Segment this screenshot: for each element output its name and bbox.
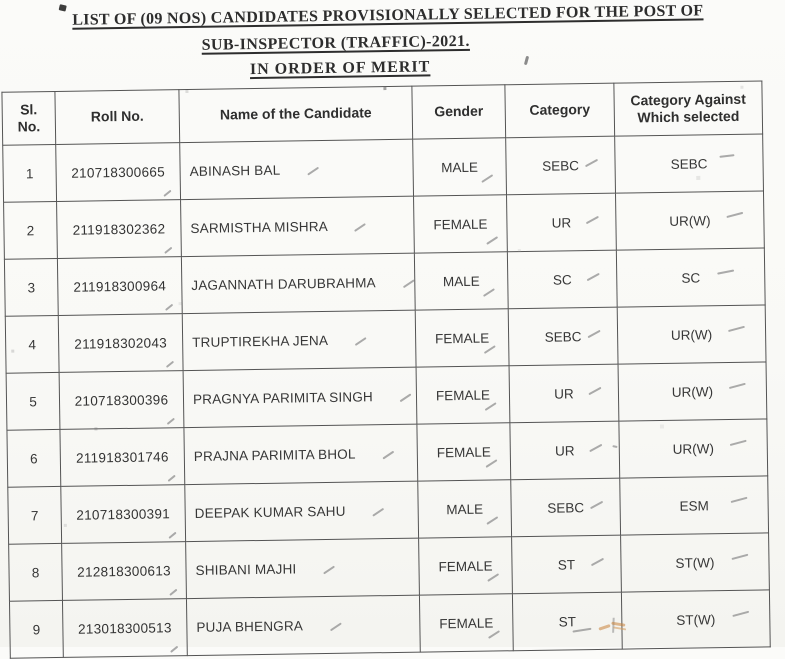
- pencil-tick-mark: [590, 501, 603, 510]
- pencil-tick-mark: [726, 212, 743, 218]
- column-header-roll: Roll No.: [55, 90, 180, 145]
- cell-roll: 211918301746: [60, 428, 185, 487]
- cell-category: SC: [507, 250, 617, 309]
- cell-category: UR: [507, 193, 617, 252]
- cell-selected: ESM: [620, 476, 769, 535]
- cell-name: TRUPTIREKHA JENA: [182, 310, 416, 370]
- pencil-tick-mark: [166, 361, 174, 368]
- pencil-tick-mark: [591, 558, 604, 567]
- cell-gender: FEMALE: [416, 366, 510, 424]
- pencil-tick-mark: [486, 516, 498, 525]
- pencil-tick-mark: [731, 554, 748, 560]
- cell-roll: 210718300665: [56, 143, 181, 202]
- pencil-tick-mark: [585, 159, 598, 168]
- cell-sl: 2: [4, 201, 58, 259]
- pencil-tick-mark: [484, 345, 496, 354]
- pencil-tick-mark: [402, 279, 414, 288]
- cell-sl: 3: [4, 258, 58, 316]
- cell-roll: 213018300513: [62, 599, 187, 658]
- pencil-tick-mark: [330, 622, 342, 631]
- pencil-tick-mark: [586, 216, 599, 225]
- pencil-tick-mark: [587, 330, 600, 339]
- pencil-tick-mark: [354, 223, 366, 232]
- orange-ink-smudge: [598, 621, 628, 633]
- cell-selected: UR(W): [615, 191, 764, 250]
- table-row: [9, 590, 770, 658]
- cell-name: SHIBANI MAJHI: [186, 538, 420, 598]
- pencil-tick-mark: [164, 247, 172, 254]
- pencil-tick-mark: [587, 273, 600, 282]
- pencil-tick-mark: [168, 475, 176, 482]
- cell-gender: FEMALE: [419, 594, 513, 652]
- cell-sl: 7: [8, 486, 62, 544]
- cell-gender: FEMALE: [417, 423, 511, 481]
- pencil-tick-mark: [485, 402, 497, 411]
- pencil-tick-mark: [163, 190, 171, 197]
- pencil-tick-mark: [719, 154, 734, 158]
- pencil-tick-mark: [731, 497, 748, 503]
- document-title-line-2: SUB-INSPECTOR (TRAFFIC)-2021.: [201, 32, 470, 54]
- cell-sl: 5: [6, 372, 60, 430]
- pencil-tick-mark: [488, 630, 500, 639]
- pencil-tick-mark: [372, 507, 384, 516]
- pencil-tick-mark: [588, 387, 601, 396]
- cell-category: SEBC: [511, 478, 621, 537]
- pencil-tick-mark: [168, 532, 176, 539]
- cell-roll: 210718300396: [59, 371, 184, 430]
- cell-category: ST: [512, 592, 622, 651]
- cell-category: UR: [509, 364, 619, 423]
- cell-name: DEEPAK KUMAR SAHU: [185, 481, 419, 541]
- cell-name: PRAGNYA PARIMITA SINGH: [183, 367, 417, 427]
- cell-category: ST: [512, 535, 622, 594]
- cell-name: JAGANNATH DARUBRAHMA: [181, 253, 415, 313]
- document-title-line-3: IN ORDER OF MERIT: [249, 58, 431, 79]
- pencil-tick-mark: [481, 174, 493, 183]
- cell-selected: UR(W): [617, 305, 766, 364]
- pencil-tick-mark: [169, 589, 177, 596]
- cell-selected: ST(W): [621, 533, 770, 592]
- cell-sl: 6: [7, 429, 61, 487]
- cell-gender: FEMALE: [419, 537, 513, 595]
- pencil-tick-mark: [487, 573, 499, 582]
- pencil-tick-mark: [732, 611, 749, 617]
- pencil-tick-mark: [355, 337, 367, 346]
- pencil-tick-mark: [399, 393, 411, 402]
- cell-selected: SC: [616, 248, 765, 307]
- cell-name: ABINASH BAL: [180, 139, 414, 199]
- cell-sl: 8: [9, 543, 63, 601]
- document-title-line-1: LIST OF (09 NOS) CANDIDATES PROVISIONALLY SELECTED FOR THE POST OF: [72, 2, 704, 29]
- pencil-tick-mark: [483, 288, 495, 297]
- cell-name: SARMISTHA MISHRA: [181, 196, 415, 256]
- cell-roll: 211918300964: [57, 257, 182, 316]
- scan-speck-artifact: [59, 4, 67, 11]
- cell-selected: ST(W): [621, 590, 770, 649]
- pencil-tick-mark: [589, 444, 602, 453]
- cell-gender: MALE: [413, 138, 507, 196]
- cell-sl: 9: [9, 600, 63, 658]
- pencil-tick-mark: [729, 383, 746, 389]
- merit-list-table: [1, 80, 770, 658]
- cell-gender: FEMALE: [415, 309, 509, 367]
- pencil-tick-mark: [307, 166, 319, 175]
- table-body: [3, 134, 771, 658]
- pencil-tick-mark: [167, 418, 175, 425]
- column-header-name: Name of the Candidate: [179, 86, 413, 142]
- cell-name: PUJA BHENGRA: [186, 595, 420, 655]
- pencil-tick-mark: [323, 565, 335, 574]
- column-header-category: Category: [505, 83, 615, 138]
- cell-roll: 211918302043: [58, 314, 183, 373]
- cell-category: UR: [510, 421, 620, 480]
- cell-sl: 1: [3, 144, 57, 202]
- cell-category: SEBC: [506, 136, 616, 195]
- cell-selected: UR(W): [619, 419, 768, 478]
- cell-category: SEBC: [508, 307, 618, 366]
- cell-gender: MALE: [414, 252, 508, 310]
- column-header-sl: Sl. No.: [2, 91, 56, 145]
- cell-roll: 212818300613: [62, 542, 187, 601]
- column-header-gender: Gender: [412, 85, 506, 139]
- cell-roll: 211918302362: [57, 200, 182, 259]
- pencil-tick-mark: [486, 236, 498, 245]
- cell-sl: 4: [5, 315, 59, 373]
- pencil-tick-mark: [728, 326, 745, 332]
- cell-selected: SEBC: [615, 134, 764, 193]
- column-header-selected: Category Against Which selected: [614, 81, 763, 136]
- pencil-tick-mark: [572, 628, 591, 633]
- cell-selected: UR(W): [618, 362, 767, 421]
- pencil-tick-mark: [485, 459, 497, 468]
- cell-name: PRAJNA PARIMITA BHOL: [184, 424, 418, 484]
- cell-gender: FEMALE: [414, 195, 508, 253]
- pencil-tick-mark: [730, 440, 747, 446]
- cell-gender: MALE: [418, 480, 512, 538]
- pencil-tick-mark: [717, 269, 734, 274]
- pencil-tick-mark: [382, 450, 394, 459]
- cell-roll: 210718300391: [61, 485, 186, 544]
- pencil-tick-mark: [165, 304, 173, 311]
